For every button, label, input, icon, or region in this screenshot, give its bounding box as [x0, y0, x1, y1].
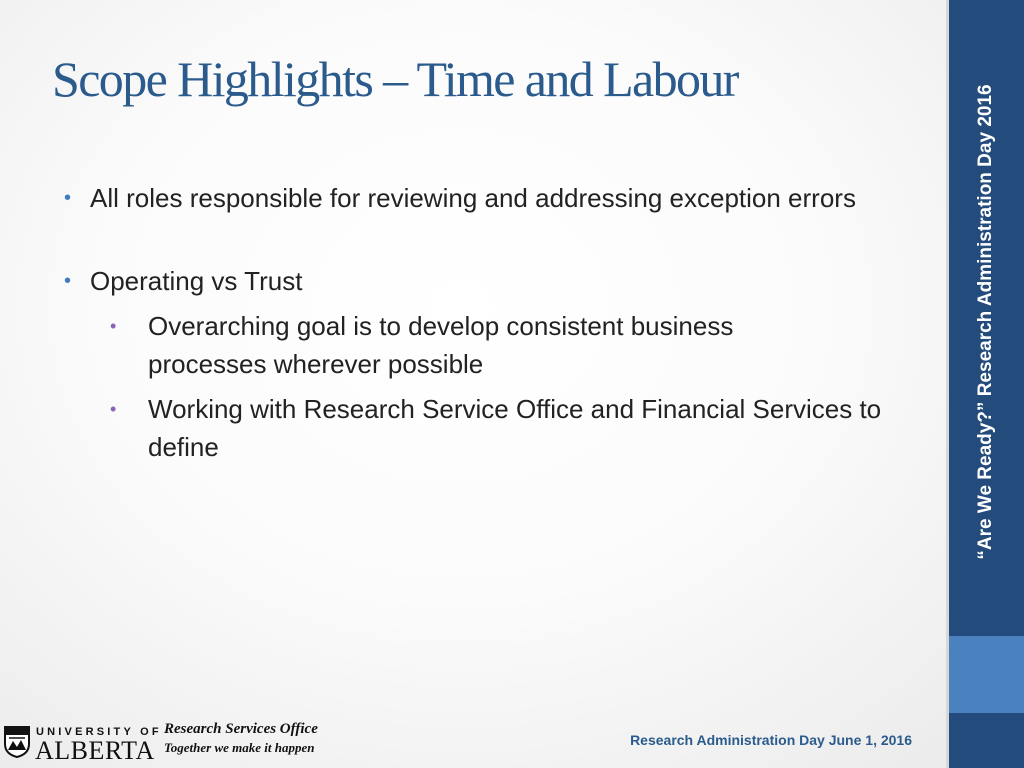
sub-bullet-text: Overarching goal is to develop consistent business processes wherever possible — [148, 311, 734, 379]
office-signature — [164, 721, 318, 756]
sub-bullet-item — [110, 307, 848, 383]
sub-bullet-item — [110, 390, 918, 466]
bullet-item — [64, 262, 870, 300]
office-tagline: Together we make it happen — [164, 740, 315, 755]
bullet-icon: • — [64, 187, 72, 209]
bullet-text: All roles responsible for reviewing and addressing exception errors — [90, 183, 856, 213]
footer-event-date: Research Administration Day June 1, 2016 — [630, 732, 912, 748]
university-logo — [4, 724, 162, 765]
university-of-text: UNIVERSITY OF — [36, 726, 162, 738]
crest-icon — [4, 726, 30, 758]
sidebar-band — [946, 0, 1024, 768]
sub-bullet-text: Working with Research Service Office and Financial Services to define — [148, 394, 882, 462]
office-name: Research Services Office — [164, 721, 318, 737]
bullet-text: Operating vs Trust — [90, 266, 303, 296]
sidebar-event-title: “Are We Ready?” Research Administration Day 2016 — [975, 84, 996, 560]
alberta-wordmark: ALBERTA — [35, 736, 155, 765]
slide-title: Scope Highlights – Time and Labour — [52, 51, 738, 107]
sub-bullet-icon: • — [110, 399, 117, 419]
sub-bullet-icon: • — [110, 316, 117, 336]
bullet-item — [64, 179, 870, 217]
sidebar-accent-block — [949, 636, 1024, 713]
bullet-icon: • — [64, 270, 72, 292]
